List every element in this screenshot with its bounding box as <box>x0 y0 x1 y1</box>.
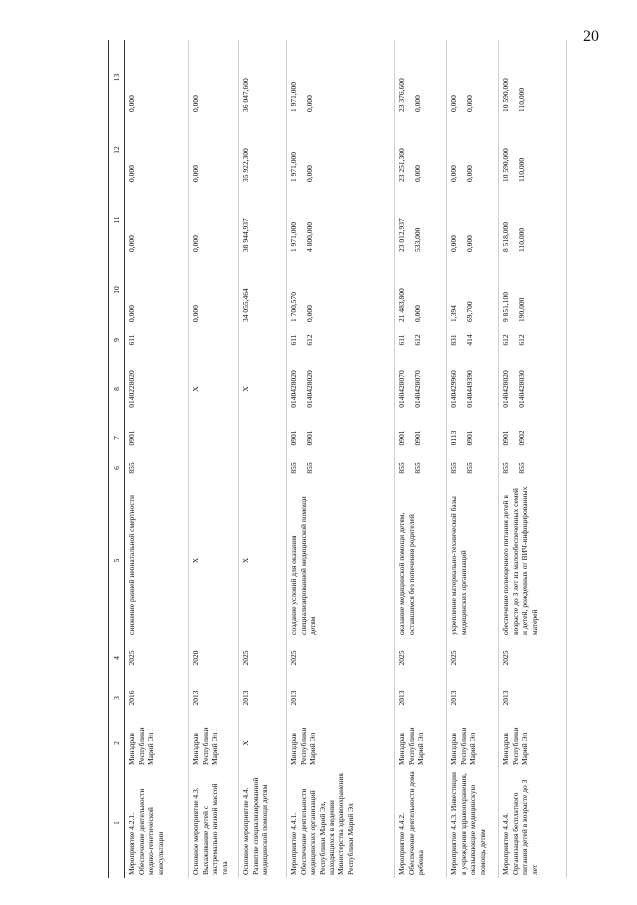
cell-value: 9 851,100 <box>501 292 511 322</box>
cell-col-10 <box>239 255 287 325</box>
cell-value: 611 <box>289 334 299 346</box>
cell-col-7 <box>287 423 395 453</box>
cell-value: 0140449390 <box>464 370 474 408</box>
cell-col-9 <box>239 325 287 355</box>
cell-col-6 <box>189 453 239 483</box>
cell-col-3: 2013 <box>239 678 287 718</box>
cell-value: 831 <box>449 334 459 346</box>
cell-col-7 <box>447 423 499 453</box>
cell-value: X <box>191 386 201 392</box>
cell-value: 855 <box>516 462 526 474</box>
cell-col-5: оказание медицинской помощи детям, оставшимся без попечения родителей <box>395 483 447 638</box>
cell-value: 0,000 <box>191 305 201 322</box>
cell-value: 612 <box>412 334 422 346</box>
cell-col-4: 2025 <box>395 638 447 678</box>
cell-col-3: 2013 <box>447 678 499 718</box>
cell-col-13 <box>447 40 499 115</box>
table-body <box>125 40 567 878</box>
cell-value: 1,394 <box>449 305 459 322</box>
cell-value: 855 <box>464 462 474 474</box>
cell-value: 10 590,000 <box>501 148 511 182</box>
cell-value: 0140428070 <box>397 370 407 408</box>
cell-col-10 <box>395 255 447 325</box>
cell-col-9 <box>447 325 499 355</box>
cell-value: 0140428070 <box>412 370 422 408</box>
cell-col-10 <box>447 255 499 325</box>
table-row <box>447 40 499 878</box>
cell-col-9 <box>287 325 395 355</box>
cell-col-5: снижение ранней неонатальной смертности <box>125 483 189 638</box>
cell-col-13 <box>395 40 447 115</box>
cell-value: 612 <box>501 334 511 346</box>
cell-value: 0901 <box>304 430 314 446</box>
cell-col-12 <box>287 115 395 185</box>
cell-col-11 <box>125 185 189 255</box>
cell-col-6 <box>125 453 189 483</box>
cell-value: 1 971,000 <box>289 82 299 112</box>
cell-value: 1 971,000 <box>289 152 299 182</box>
cell-col-11 <box>239 185 287 255</box>
cell-value: 0140228020 <box>127 370 137 408</box>
cell-value: 10 590,000 <box>501 78 511 112</box>
rotated-table-wrapper <box>108 40 553 878</box>
cell-col-4: 2025 <box>125 638 189 678</box>
cell-col-4: 2025 <box>287 638 395 678</box>
cell-value: 0,000 <box>127 305 137 322</box>
cell-col-2: Минздрав Республики Марий Эл <box>287 718 395 768</box>
cell-value: 0901 <box>397 430 407 446</box>
cell-value: 1 700,570 <box>289 292 299 322</box>
cell-value: 38 944,937 <box>241 218 251 252</box>
cell-col-3: 2013 <box>499 678 567 718</box>
cell-value: 414 <box>464 334 474 346</box>
col-header-12: 12 <box>109 115 125 185</box>
cell-value: 21 483,800 <box>397 288 407 322</box>
cell-value: 0,000 <box>464 165 474 182</box>
cell-col-6 <box>287 453 395 483</box>
cell-col-9 <box>499 325 567 355</box>
cell-value: 611 <box>127 334 137 346</box>
cell-value: 0,000 <box>412 165 422 182</box>
cell-value: 8 518,000 <box>501 222 511 252</box>
cell-col-12 <box>395 115 447 185</box>
cell-col-1: Мероприятие 4.4.1. Обеспечение деятельности медицинских организаций Республики Марий Эл, находящихся в ведении Министерства здравоохранения Республики Марий Эл <box>287 768 395 878</box>
cell-col-3: 2016 <box>125 678 189 718</box>
cell-col-7 <box>125 423 189 453</box>
cell-col-13 <box>189 40 239 115</box>
budget-table <box>108 40 567 878</box>
cell-col-8 <box>447 355 499 423</box>
cell-value: 0,000 <box>449 95 459 112</box>
table-row <box>189 40 239 878</box>
cell-value: 0,000 <box>464 95 474 112</box>
cell-value: 0901 <box>412 430 422 446</box>
cell-col-10 <box>499 255 567 325</box>
cell-col-10 <box>287 255 395 325</box>
cell-col-1: Основное мероприятие 4.4. Развитие специализированной медицинской помощи детям <box>239 768 287 878</box>
cell-col-5: укрепление материально-технической базы медицинских организаций <box>447 483 499 638</box>
cell-col-5: X <box>239 483 287 638</box>
cell-value: 611 <box>397 334 407 346</box>
cell-col-8 <box>125 355 189 423</box>
cell-col-5: X <box>189 483 239 638</box>
cell-value: 855 <box>501 462 511 474</box>
col-header-2: 2 <box>109 718 125 768</box>
cell-value: 4 800,000 <box>304 222 314 252</box>
cell-col-4: 2025 <box>499 638 567 678</box>
cell-col-8 <box>395 355 447 423</box>
cell-value: 0,000 <box>304 165 314 182</box>
col-header-13: 13 <box>109 40 125 115</box>
cell-col-9 <box>395 325 447 355</box>
cell-col-8 <box>239 355 287 423</box>
cell-col-11 <box>189 185 239 255</box>
cell-value: 0,000 <box>304 305 314 322</box>
cell-col-2: Минздрав Республики Марий Эл <box>125 718 189 768</box>
cell-col-8 <box>499 355 567 423</box>
cell-col-13 <box>287 40 395 115</box>
cell-value: 0140428020 <box>304 370 314 408</box>
cell-value: 0901 <box>501 430 511 446</box>
col-header-9: 9 <box>109 325 125 355</box>
cell-value: 23 012,937 <box>397 218 407 252</box>
cell-col-1: Мероприятие 4.4.2. Обеспечение деятельности дома ребенка <box>395 768 447 878</box>
cell-col-5: создание условий для оказания специализированной медицинской помощи детям <box>287 483 395 638</box>
col-header-4: 4 <box>109 638 125 678</box>
col-header-10: 10 <box>109 255 125 325</box>
cell-col-7 <box>239 423 287 453</box>
col-header-8: 8 <box>109 355 125 423</box>
cell-col-13 <box>499 40 567 115</box>
cell-value: 612 <box>304 334 314 346</box>
cell-col-3: 2013 <box>287 678 395 718</box>
col-header-6: 6 <box>109 453 125 483</box>
cell-value: 855 <box>412 462 422 474</box>
cell-value: 110,000 <box>516 227 526 252</box>
cell-col-9 <box>125 325 189 355</box>
cell-value: 855 <box>289 462 299 474</box>
cell-value: 69,700 <box>464 301 474 322</box>
cell-value: 0901 <box>289 430 299 446</box>
cell-col-12 <box>189 115 239 185</box>
cell-value: 0,000 <box>191 235 201 252</box>
col-header-5: 5 <box>109 483 125 638</box>
cell-value: 0140428020 <box>501 370 511 408</box>
cell-col-3: 2013 <box>395 678 447 718</box>
cell-col-12 <box>125 115 189 185</box>
table-row <box>499 40 567 878</box>
cell-value: 0,000 <box>127 95 137 112</box>
table-row <box>395 40 447 878</box>
cell-col-5: обеспечение полноценного питания детей в возрасте до 3 лет из малообеспеченных семей и детей, рожденных от ВИЧ-инфицированных матерей <box>499 483 567 638</box>
table-row <box>239 40 287 878</box>
cell-value: 23 376,600 <box>397 78 407 112</box>
cell-value: X <box>241 386 251 392</box>
cell-value: 110,000 <box>516 157 526 182</box>
cell-value: 110,000 <box>516 87 526 112</box>
cell-col-11 <box>287 185 395 255</box>
cell-col-1: Мероприятие 4.4.3. Инвестиции в учреждения здравоохранения, оказывающие медицинскую помощь детям <box>447 768 499 878</box>
cell-value: 0140428020 <box>289 370 299 408</box>
cell-col-6 <box>447 453 499 483</box>
cell-value: 855 <box>127 462 137 474</box>
cell-col-4: 2025 <box>447 638 499 678</box>
cell-col-12 <box>239 115 287 185</box>
cell-value: 36 047,600 <box>241 78 251 112</box>
cell-col-12 <box>447 115 499 185</box>
cell-value: 0,000 <box>449 235 459 252</box>
cell-col-1: Основное мероприятие 4.3. Выхаживание детей с экстремально низкой массой тела <box>189 768 239 878</box>
cell-col-6 <box>499 453 567 483</box>
cell-value: 855 <box>449 462 459 474</box>
cell-col-1: Мероприятие 4.4.4. Организация бесплатного питания детей в возрасте до 3 лет <box>499 768 567 878</box>
cell-value: 612 <box>516 334 526 346</box>
cell-col-10 <box>189 255 239 325</box>
cell-col-1: Мероприятие 4.2.1. Обеспечение деятельности медико-генетической консультации <box>125 768 189 878</box>
cell-value: 35 922,300 <box>241 148 251 182</box>
cell-col-12 <box>499 115 567 185</box>
page-number: 20 <box>583 28 599 45</box>
cell-value: 855 <box>304 462 314 474</box>
cell-value: 0113 <box>449 430 459 446</box>
cell-value: 0,000 <box>127 235 137 252</box>
col-header-11: 11 <box>109 185 125 255</box>
cell-col-10 <box>125 255 189 325</box>
cell-col-11 <box>395 185 447 255</box>
cell-col-7 <box>395 423 447 453</box>
col-header-7: 7 <box>109 423 125 453</box>
cell-col-13 <box>239 40 287 115</box>
cell-value: 34 055,464 <box>241 288 251 322</box>
col-header-3: 3 <box>109 678 125 718</box>
cell-col-11 <box>499 185 567 255</box>
cell-col-9 <box>189 325 239 355</box>
cell-col-6 <box>395 453 447 483</box>
cell-value: 0140429960 <box>449 370 459 408</box>
cell-col-13 <box>125 40 189 115</box>
cell-value: 0,000 <box>464 235 474 252</box>
cell-col-8 <box>189 355 239 423</box>
cell-value: 0901 <box>464 430 474 446</box>
cell-value: 855 <box>397 462 407 474</box>
table-row <box>125 40 189 878</box>
cell-col-2: Минздрав Республики Марий Эл <box>395 718 447 768</box>
cell-col-2: Минздрав Республики Марий Эл <box>447 718 499 768</box>
cell-col-2: Минздрав Республики Марий Эл <box>499 718 567 768</box>
cell-col-4: 2020 <box>189 638 239 678</box>
cell-col-4: 2025 <box>239 638 287 678</box>
header-row <box>109 40 125 878</box>
cell-value: 0,000 <box>412 95 422 112</box>
cell-value: 0,000 <box>412 305 422 322</box>
cell-value: 0902 <box>516 430 526 446</box>
cell-value: 0,000 <box>304 95 314 112</box>
cell-value: 23 251,300 <box>397 148 407 182</box>
cell-value: 0,000 <box>191 165 201 182</box>
cell-value: 533,000 <box>412 227 422 252</box>
cell-value: 0,000 <box>127 165 137 182</box>
cell-value: 0,000 <box>191 95 201 112</box>
cell-col-7 <box>499 423 567 453</box>
col-header-1: 1 <box>109 768 125 878</box>
cell-col-2: Минздрав Республики Марий Эл <box>189 718 239 768</box>
cell-col-11 <box>447 185 499 255</box>
cell-value: 0,000 <box>449 165 459 182</box>
cell-col-6 <box>239 453 287 483</box>
cell-col-7 <box>189 423 239 453</box>
cell-value: 0140428030 <box>516 370 526 408</box>
cell-value: 0901 <box>127 430 137 446</box>
cell-col-2: X <box>239 718 287 768</box>
cell-col-8 <box>287 355 395 423</box>
cell-col-3: 2013 <box>189 678 239 718</box>
cell-value: 190,000 <box>516 297 526 322</box>
cell-value: 1 971,000 <box>289 222 299 252</box>
table-row <box>287 40 395 878</box>
